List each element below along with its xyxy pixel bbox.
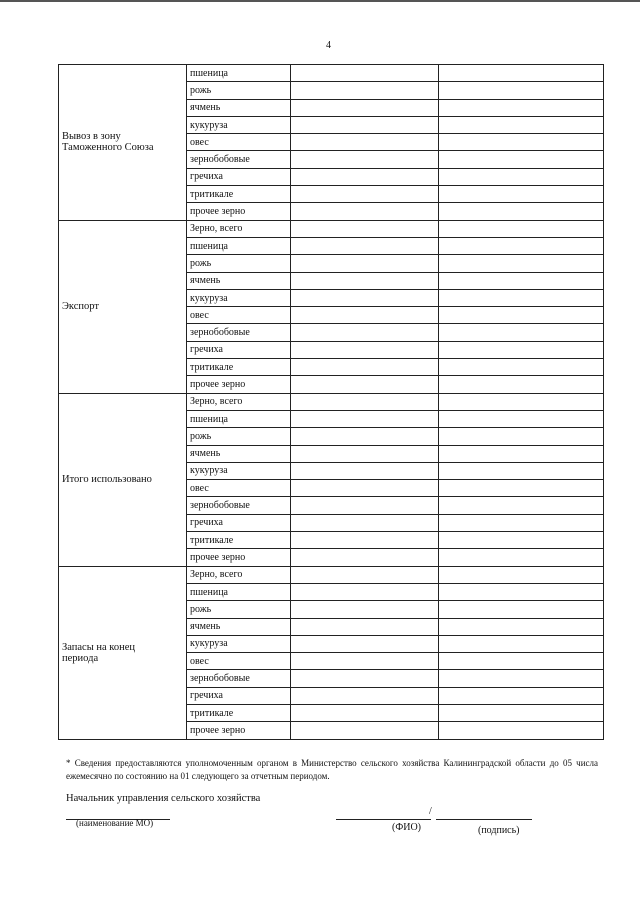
value-cell-2[interactable] — [439, 289, 604, 306]
table-row — [59, 65, 604, 82]
sign-caption: (подпись) — [478, 825, 520, 836]
value-cell-2[interactable] — [439, 635, 604, 652]
value-cell-1[interactable] — [291, 480, 439, 497]
signature-title: Начальник управления сельского хозяйства — [66, 793, 261, 804]
crop-name: тритикале — [187, 186, 291, 203]
value-cell-1[interactable] — [291, 272, 439, 289]
value-cell-1[interactable] — [291, 65, 439, 82]
value-cell-2[interactable] — [439, 186, 604, 203]
crop-name: тритикале — [187, 704, 291, 721]
value-cell-1[interactable] — [291, 704, 439, 721]
value-cell-1[interactable] — [291, 341, 439, 358]
crop-name: прочее зерно — [187, 376, 291, 393]
crop-name: овес — [187, 307, 291, 324]
group-label-line: Экспорт — [62, 301, 100, 313]
footnote: * Сведения предоставляются уполномоченным органом в Министерство сельского хозяйства Калининградской области до 05 числа ежемесячно по состоянию на 01 следующего за отчетным периодом. — [66, 758, 598, 781]
value-cell-1[interactable] — [291, 220, 439, 237]
group-label-line: Итого использовано — [62, 474, 152, 486]
crop-name: рожь — [187, 428, 291, 445]
value-cell-1[interactable] — [291, 376, 439, 393]
group-label-line: Запасы на конец — [62, 641, 136, 653]
crop-name: пшеница — [187, 583, 291, 600]
crop-name: ячмень — [187, 445, 291, 462]
crop-name: рожь — [187, 82, 291, 99]
value-cell-1[interactable] — [291, 237, 439, 254]
value-cell-1[interactable] — [291, 393, 439, 410]
value-cell-1[interactable] — [291, 670, 439, 687]
value-cell-1[interactable] — [291, 410, 439, 427]
crop-name: пшеница — [187, 65, 291, 82]
crop-name: гречиха — [187, 341, 291, 358]
value-cell-2[interactable] — [439, 203, 604, 220]
value-cell-2[interactable] — [439, 722, 604, 739]
value-cell-2[interactable] — [439, 583, 604, 600]
crop-name: ячмень — [187, 99, 291, 116]
grain-table-body — [59, 65, 604, 740]
value-cell-2[interactable] — [439, 497, 604, 514]
crop-name: зернобобовые — [187, 151, 291, 168]
crop-name: кукуруза — [187, 462, 291, 479]
value-cell-1[interactable] — [291, 359, 439, 376]
crop-name: Зерно, всего — [187, 566, 291, 583]
crop-name: зернобобовые — [187, 324, 291, 341]
group-label-line: периода — [62, 652, 99, 664]
value-cell-2[interactable] — [439, 428, 604, 445]
value-cell-1[interactable] — [291, 532, 439, 549]
value-cell-2[interactable] — [439, 376, 604, 393]
value-cell-2[interactable] — [439, 65, 604, 82]
value-cell-1[interactable] — [291, 324, 439, 341]
value-cell-2[interactable] — [439, 168, 604, 185]
crop-name: рожь — [187, 601, 291, 618]
signature-separator: / — [429, 806, 432, 817]
value-cell-1[interactable] — [291, 255, 439, 272]
value-cell-1[interactable] — [291, 82, 439, 99]
crop-name: овес — [187, 134, 291, 151]
value-cell-2[interactable] — [439, 462, 604, 479]
crop-name: зернобобовые — [187, 497, 291, 514]
value-cell-2[interactable] — [439, 687, 604, 704]
value-cell-2[interactable] — [439, 704, 604, 721]
crop-name: тритикале — [187, 532, 291, 549]
crop-name: Зерно, всего — [187, 393, 291, 410]
group-label — [59, 566, 187, 739]
group-label-line: Таможенного Союза — [62, 142, 154, 154]
crop-name: тритикале — [187, 359, 291, 376]
sign-line — [436, 819, 532, 820]
value-cell-2[interactable] — [439, 151, 604, 168]
value-cell-1[interactable] — [291, 307, 439, 324]
crop-name: зернобобовые — [187, 670, 291, 687]
value-cell-2[interactable] — [439, 445, 604, 462]
value-cell-1[interactable] — [291, 618, 439, 635]
group-label — [59, 65, 187, 221]
value-cell-2[interactable] — [439, 359, 604, 376]
crop-name: пшеница — [187, 237, 291, 254]
crop-name: Зерно, всего — [187, 220, 291, 237]
fio-caption: (ФИО) — [392, 822, 422, 833]
value-cell-1[interactable] — [291, 151, 439, 168]
value-cell-2[interactable] — [439, 255, 604, 272]
crop-name: кукуруза — [187, 635, 291, 652]
value-cell-1[interactable] — [291, 134, 439, 151]
table-row — [59, 566, 604, 583]
value-cell-2[interactable] — [439, 82, 604, 99]
crop-name: овес — [187, 653, 291, 670]
table-row — [59, 220, 604, 237]
table-row — [59, 393, 604, 410]
value-cell-2[interactable] — [439, 116, 604, 133]
value-cell-1[interactable] — [291, 99, 439, 116]
org-name-caption: (наименование МО) — [76, 818, 154, 828]
value-cell-2[interactable] — [439, 272, 604, 289]
value-cell-2[interactable] — [439, 237, 604, 254]
value-cell-1[interactable] — [291, 289, 439, 306]
group-label — [59, 393, 187, 566]
value-cell-1[interactable] — [291, 722, 439, 739]
value-cell-2[interactable] — [439, 99, 604, 116]
value-cell-2[interactable] — [439, 549, 604, 566]
value-cell-1[interactable] — [291, 462, 439, 479]
crop-name: прочее зерно — [187, 549, 291, 566]
value-cell-2[interactable] — [439, 393, 604, 410]
crop-name: ячмень — [187, 272, 291, 289]
crop-name: кукуруза — [187, 289, 291, 306]
page-number: 4 — [326, 40, 331, 51]
value-cell-1[interactable] — [291, 635, 439, 652]
value-cell-2[interactable] — [439, 134, 604, 151]
group-label — [59, 220, 187, 393]
value-cell-2[interactable] — [439, 532, 604, 549]
value-cell-2[interactable] — [439, 670, 604, 687]
value-cell-2[interactable] — [439, 514, 604, 531]
value-cell-1[interactable] — [291, 653, 439, 670]
crop-name: прочее зерно — [187, 722, 291, 739]
value-cell-1[interactable] — [291, 116, 439, 133]
crop-name: пшеница — [187, 410, 291, 427]
grain-table — [58, 64, 604, 740]
value-cell-1[interactable] — [291, 583, 439, 600]
crop-name: гречиха — [187, 168, 291, 185]
value-cell-1[interactable] — [291, 497, 439, 514]
value-cell-2[interactable] — [439, 480, 604, 497]
value-cell-1[interactable] — [291, 203, 439, 220]
value-cell-2[interactable] — [439, 307, 604, 324]
crop-name: ячмень — [187, 618, 291, 635]
value-cell-2[interactable] — [439, 220, 604, 237]
value-cell-1[interactable] — [291, 445, 439, 462]
value-cell-2[interactable] — [439, 566, 604, 583]
value-cell-2[interactable] — [439, 341, 604, 358]
value-cell-2[interactable] — [439, 618, 604, 635]
value-cell-2[interactable] — [439, 324, 604, 341]
crop-name: гречиха — [187, 514, 291, 531]
crop-name: гречиха — [187, 687, 291, 704]
value-cell-1[interactable] — [291, 601, 439, 618]
value-cell-2[interactable] — [439, 653, 604, 670]
value-cell-1[interactable] — [291, 428, 439, 445]
crop-name: рожь — [187, 255, 291, 272]
value-cell-2[interactable] — [439, 601, 604, 618]
value-cell-1[interactable] — [291, 168, 439, 185]
fio-line — [336, 819, 431, 820]
crop-name: прочее зерно — [187, 203, 291, 220]
crop-name: овес — [187, 480, 291, 497]
value-cell-2[interactable] — [439, 410, 604, 427]
value-cell-1[interactable] — [291, 566, 439, 583]
value-cell-1[interactable] — [291, 514, 439, 531]
top-rule — [0, 0, 640, 2]
group-label-line: Вывоз в зону — [62, 131, 121, 143]
value-cell-1[interactable] — [291, 186, 439, 203]
value-cell-1[interactable] — [291, 687, 439, 704]
crop-name: кукуруза — [187, 116, 291, 133]
value-cell-1[interactable] — [291, 549, 439, 566]
